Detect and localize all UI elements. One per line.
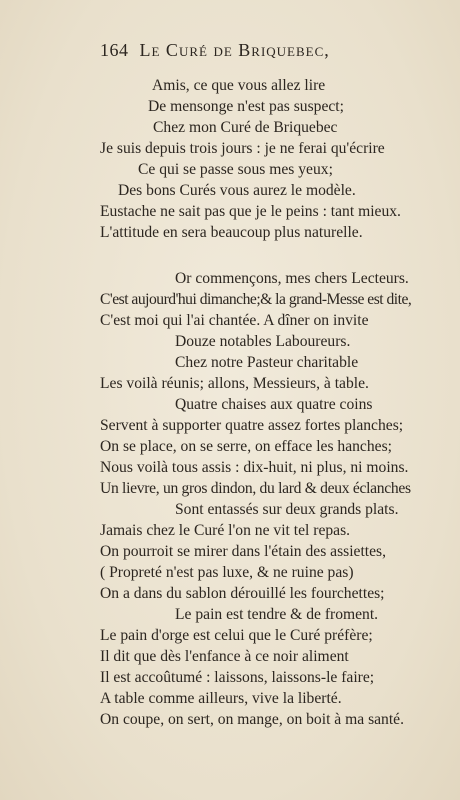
- poem-line: Les voilà réunis; allons, Messieurs, à table.: [100, 375, 369, 392]
- poem-line: Je suis depuis trois jours : je ne ferai qu'écrire: [100, 140, 385, 157]
- poem-line: Amis, ce que vous allez lire: [152, 77, 326, 94]
- poem-line: Nous voilà tous assis : dix-huit, ni plus, ni moins.: [100, 459, 409, 476]
- poem-line: C'est moi qui l'ai chantée. A dîner on invite: [100, 312, 369, 329]
- poem-line: Il dit que dès l'enfance à ce noir aliment: [100, 648, 349, 665]
- poem-line: On se place, on se serre, on efface les hanches;: [100, 438, 392, 455]
- poem-line: Un lievre, un gros dindon, du lard & deux éclanches: [100, 480, 411, 497]
- poem-line: Ce qui se passe sous mes yeux;: [138, 161, 333, 178]
- poem-line: De mensonge n'est pas suspect;: [148, 98, 344, 115]
- poem-line: On coupe, on sert, on mange, on boit à ma santé.: [100, 711, 405, 728]
- poem-line: Chez notre Pasteur charitable: [175, 354, 359, 371]
- poem-line: Douze notables Laboureurs.: [175, 333, 351, 350]
- poem-line: C'est aujourd'hui dimanche;& la grand-Messe est dite,: [100, 291, 412, 308]
- poem-line: A table comme ailleurs, vive la liberté.: [100, 690, 342, 707]
- page-number: 164: [100, 40, 129, 60]
- running-title: Le Curé de Briquebec,: [139, 40, 330, 60]
- poem-line: Le pain d'orge est celui que le Curé préfère;: [100, 627, 373, 644]
- poem-line: Chez mon Curé de Briquebec: [153, 119, 338, 136]
- running-header: [100, 40, 430, 64]
- poem-line: Sont entassés sur deux grands plats.: [175, 501, 399, 518]
- poem-line: Le pain est tendre & de froment.: [175, 606, 379, 623]
- poem-line: On pourroit se mirer dans l'étain des assiettes,: [100, 543, 387, 560]
- poem-line: Quatre chaises aux quatre coins: [175, 396, 373, 413]
- poem-line: L'attitude en sera beaucoup plus naturelle.: [100, 224, 363, 241]
- poem-line: Des bons Curés vous aurez le modèle.: [118, 182, 356, 199]
- poem-line: Servent à supporter quatre assez fortes planches;: [100, 417, 404, 434]
- poem-line: Jamais chez le Curé l'on ne vit tel repas.: [100, 522, 351, 539]
- poem-line: ( Propreté n'est pas luxe, & ne ruine pas): [100, 564, 354, 581]
- poem-line: Il est accoûtumé : laissons, laissons-le faire;: [100, 669, 375, 686]
- poem-line: On a dans du sablon dérouillé les fourchettes;: [100, 585, 385, 602]
- poem-line: Eustache ne sait pas que je le peins : tant mieux.: [100, 203, 401, 220]
- poem-line: Or commençons, mes chers Lecteurs.: [175, 270, 409, 287]
